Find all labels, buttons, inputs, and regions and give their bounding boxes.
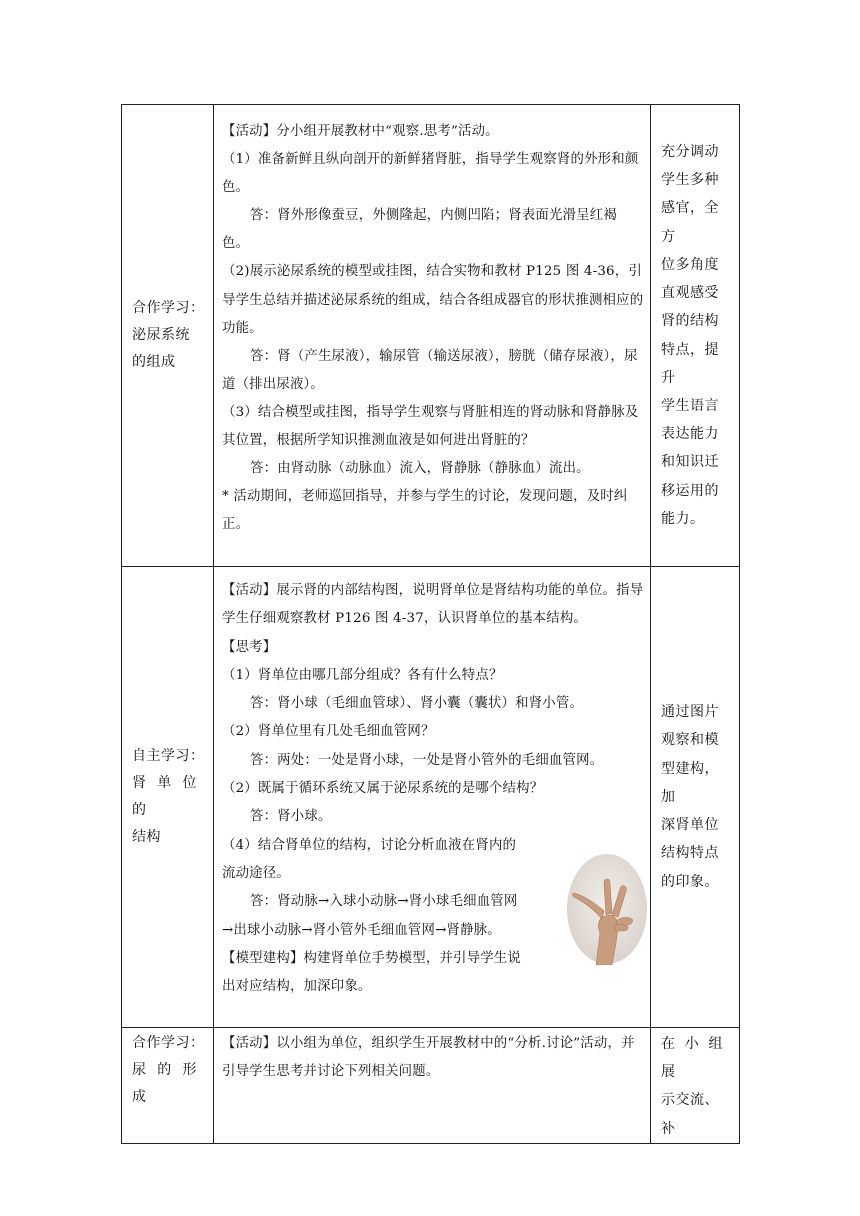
question-text: （2）肾单位里有几处毛细血管网？ <box>222 724 435 740</box>
answer-text: 答：肾外形像蚕豆，外侧隆起，内侧凹陷；肾表面光滑呈红褐色。 <box>222 208 617 252</box>
section-label-cell <box>122 567 214 1028</box>
design-intent <box>651 1028 739 1143</box>
model-building-text: 【模型建构】构建肾单位手势模型，并引导学生说 <box>222 950 521 966</box>
section-label <box>122 295 213 376</box>
intent-line: 充分调动 <box>661 144 719 161</box>
activity-text: 【活动】以小组为单位，组织学生开展教材中的“分析.讨论”活动，并引导学生思考并讨论下列相关问题。 <box>222 1036 635 1079</box>
intent-line: 示交流、补 <box>661 1092 719 1137</box>
intent-line: 位多角度 <box>661 256 719 273</box>
design-intent <box>651 698 739 895</box>
section-label-line: 合作学习： <box>132 300 205 316</box>
hand-gesture-photo-icon <box>566 853 648 965</box>
table-row <box>122 105 740 567</box>
intent-line: 直观感受 <box>661 285 719 302</box>
think-heading: 【思考】 <box>222 639 277 655</box>
section-label-cell <box>122 105 214 567</box>
intent-line: 和知识迁 <box>661 454 719 471</box>
activity-text: 【活动】展示肾的内部结构图，说明肾单位是肾结构功能的单位。指导学生仔细观察教材 P126 图 4-37，认识肾单位的基本结构。 <box>222 583 644 627</box>
section-label-line: 的组成 <box>132 354 176 370</box>
section-label-cell <box>122 1028 214 1144</box>
intent-line: 在 小 组 展 <box>661 1036 723 1081</box>
design-intent <box>651 138 739 533</box>
intent-line: 学生语言 <box>661 397 719 414</box>
teacher-note-text: * 活动期间，老师巡回指导，并参与学生的讨论，发现问题，及时纠正。 <box>222 489 628 533</box>
section-label-line: 肾 单 位 的 <box>132 775 197 818</box>
question-text: （2)展示泌尿系统的模型或挂图，结合实物和教材 P125 图 4-36，引导学生总结并描述泌尿系统的组成，结合各组成器官的形状推测相应的功能。 <box>222 264 644 336</box>
design-intent-cell <box>651 1028 740 1144</box>
section-label-line: 结构 <box>132 829 161 845</box>
intent-line: 观察和模 <box>661 732 719 749</box>
answer-text: 答：肾动脉→入球小动脉→肾小球毛细血管网 <box>250 894 518 910</box>
section-label-line: 自主学习： <box>132 748 205 764</box>
intent-line: 能力。 <box>661 510 705 527</box>
intent-line: 学生多种 <box>661 172 719 189</box>
model-building-text: 出对应结构，加深印象。 <box>222 979 372 995</box>
lesson-plan-table <box>121 104 740 1144</box>
activity-cell <box>214 105 651 567</box>
table-row <box>122 567 740 1028</box>
intent-line: 的印象。 <box>661 873 719 890</box>
table-row <box>122 1028 740 1144</box>
intent-line: 型建构，加 <box>661 760 719 805</box>
section-label-line: 泌尿系统 <box>132 327 190 343</box>
activity-cell <box>214 567 651 1028</box>
section-label-line: 合作学习： <box>132 1035 205 1051</box>
section-label <box>122 1028 213 1111</box>
intent-line: 移运用的 <box>661 482 719 499</box>
section-label-line: 尿 的 形 成 <box>132 1062 197 1105</box>
question-text: （1）肾单位由哪几部分组成？各有什么特点？ <box>222 667 503 683</box>
answer-text: 答：肾小球。 <box>250 809 332 825</box>
intent-line: 通过图片 <box>661 704 719 721</box>
answer-text: 答：两处：一处是肾小球，一处是肾小管外的毛细血管网。 <box>250 752 604 768</box>
intent-line: 特点，提升 <box>661 341 719 386</box>
intent-line: 结构特点 <box>661 845 719 862</box>
question-text: （2）既属于循环系统又属于泌尿系统的是哪个结构？ <box>222 781 544 797</box>
intent-line: 肾的结构 <box>661 313 719 330</box>
question-text: （3）结合模型或挂图，指导学生观察与肾脏相连的肾动脉和肾静脉及其位置，根据所学知识推测血液是如何进出肾脏的？ <box>222 404 639 449</box>
question-text: （4）结合肾单位的结构，讨论分析血液在肾内的 <box>222 837 517 853</box>
answer-text: 答：肾小球（毛细血管球）、肾小囊（囊状）和肾小管。 <box>250 696 584 712</box>
design-intent-cell <box>651 105 740 567</box>
answer-text: 答：由肾动脉（动脉血）流入，肾静脉（静脉血）流出。 <box>250 461 590 477</box>
intent-line: 感官，全方 <box>661 200 719 245</box>
intent-line: 深肾单位 <box>661 817 719 834</box>
activity-cell <box>214 1028 651 1144</box>
answer-text: →出球小动脉→肾小管外毛细血管网→肾静脉。 <box>222 922 501 938</box>
design-intent-cell <box>651 567 740 1028</box>
answer-text: 答：肾（产生尿液），输尿管（输送尿液），膀胱（储存尿液），尿道（排出尿液）。 <box>222 348 638 392</box>
section-label <box>122 743 213 851</box>
question-text: （1）准备新鲜且纵向剖开的新鲜猪肾脏，指导学生观察肾的外形和颜色。 <box>222 152 639 196</box>
question-text: 流动途径。 <box>222 865 290 881</box>
activity-text: 【活动】分小组开展教材中“观察.思考”活动。 <box>222 124 499 139</box>
intent-line: 表达能力 <box>661 426 719 443</box>
